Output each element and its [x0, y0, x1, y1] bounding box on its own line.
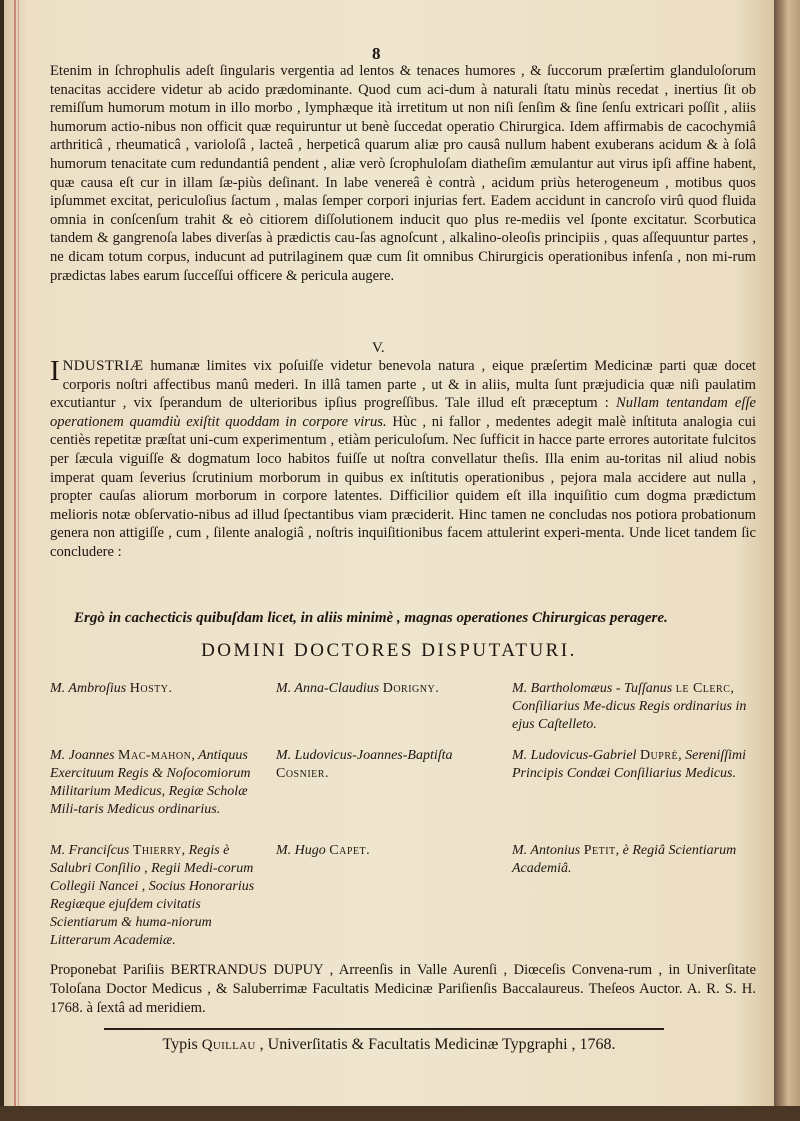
doctor-prefix: M. Ambroſius [50, 681, 130, 696]
doctor-title: , Sereniſſimi Principis Condæi Conſiliarius Medicus. [512, 748, 747, 781]
doctor-entry [276, 680, 501, 698]
doctor-prefix: M. Ludovicus-Gabriel [512, 748, 640, 763]
doctor-entry [50, 842, 265, 950]
drop-cap: I [50, 355, 60, 387]
doctor-entry [512, 680, 762, 734]
margin-rule [14, 0, 16, 1106]
doctor-title: , è Regiâ Scientiarum Academiâ. [512, 843, 737, 876]
doctor-name: Capet. [329, 843, 371, 858]
section-number: V. [372, 340, 385, 356]
doctor-title: , Conſiliarius Me-dicus Regis ordinarius in ejus Caſtelleto. [512, 681, 747, 732]
doctor-prefix: M. Bartholomæus - Tuſſanus [512, 681, 676, 696]
paragraph-2 [50, 357, 756, 562]
divider-rule [104, 1028, 664, 1030]
precept-quote: Nullam tentandam eſſe operationem quamdiù exiſtit quoddam in corpore virus. [50, 395, 756, 430]
doctor-entry [276, 747, 501, 783]
doctor-entry [50, 680, 265, 698]
doctor-entry [512, 747, 762, 783]
doctor-title: , Antiquus Exercituum Regis & Noſocomiorum Militarium Medicus, Regiæ Scholæ Mili-taris Medicus ordinarius. [50, 748, 251, 817]
paragraph-2-part-a: humanæ limites vix poſuiſſe videtur benevola natura , eique præſertim Medicinæ parti quæ docet corporis noſtri affectibus manû mederi. In illâ tamen parte , ut & in aliis, multa ſunt præjudicia quæ niſi paulatim excutiantur , vix ſperandum de ulterioribus ipſius progreſſibus. Tale illud eſt præceptum : [50, 358, 756, 412]
doctor-name: Dorigny. [382, 681, 440, 696]
page-number: 8 [372, 44, 381, 63]
doctor-entry [512, 842, 762, 878]
printer-suffix: , Univerſitatis & Facultatis Medicinæ Typgraphi , 1768. [255, 1036, 616, 1053]
doctor-name: le Clerc [675, 681, 731, 696]
proponent-statement: Proponebat Pariſiis BERTRANDUS DUPUY , Arreenſis in Valle Aurenſi , Diœceſis Convena-rum , in Univerſitate Toloſana Doctor Medicus , & Saluberrimæ Facultatis Medicinæ Pariſienſis Baccalaureus. Theſeos Auctor. A. R. S. H. 1768. à ſextâ ad meridiem. [50, 962, 756, 1016]
lead-word: NDUSTRIÆ [62, 358, 144, 374]
doctor-prefix: M. Antonius [512, 843, 584, 858]
doctor-prefix: M. Franciſcus [50, 843, 133, 858]
document-page [4, 0, 774, 1106]
book-bottom-edge [0, 1106, 800, 1121]
doctor-name: Hosty. [129, 681, 173, 696]
printer-line [4, 1036, 774, 1054]
doctor-entry [50, 747, 265, 819]
doctor-title: , Regis è Salubri Conſilio , Regii Medi-corum Collegii Nancei , Socius Honorarius Regiæque ejuſdem civitatis Scientiarum & huma-niorum Litterarum Academiæ. [50, 843, 255, 948]
doctor-name: Cosnier. [276, 766, 329, 781]
doctor-prefix: M. Hugo [276, 843, 330, 858]
paragraph-1: Etenim in ſchrophulis adeſt ſingularis vergentia ad lentos & tenaces humores , & ſuccorum præſertim glanduloſorum tenacitas accidere videtur ab acido prædominante. Quod cum aci-dum à naturali ſtatu minùs recedat , inertius ſit ob remiſſum humorum motum in illo morbo , lymphæque ità irretitum ut non niſi ſenſim & ſine ſenſu extricari poſſit , aliis humorum actio-nibus non officit quæ requiruntur ut benè ſuccedat operatio Chirurgica. Idem affirmabis de cacochymiâ arthriticâ , rheumaticâ , varioloſâ , lacteâ , herpeticâ quarum aliæ pro causâ nullum habent exuberans acidum & à ſolâ humorum tenacitate cum redundantiâ pendent , aliæ verò ſcrophuloſam diatheſim æmulantur aut virus ipſi affine habent, quæ causa eſt cur in illam ſæ-piùs deſinant. In labe venereâ è contrà , acidum priùs heterogeneum , motibus quos ipſummet excitat, periculoſius ſactum , malas ſemper corpori injurias fert. Eadem accidunt in cancroſo virû quod fluida omnia in conſcenſum trahit & eò citiorem diſſolutionem inducit quo plus re-mediis vel ſponte excitatur. Scorbutica tandem & gangrenoſa labes diverſas à prædictis cau-ſas agnoſcunt , alkalino-oleoſis principiis , quas aſſequuntur partes , ne dicam totum corpus, inducunt ad putrilaginem quæ cum ſit omnibus Chirurgicis operationibus infenſa , non mi-rum prædictas labes earum ſucceſſui officere & pericula augere. [50, 63, 756, 284]
printer-name: Quillau [201, 1037, 256, 1053]
doctor-prefix: M. Joannes [50, 748, 119, 763]
doctor-prefix: M. Anna-Claudius [276, 681, 383, 696]
paragraph-2-part-b: Hùc , ni fallor , medentes adegit malè inſtituta analogia cui centiès repetitæ præſtat uni-cum experimentum , etiàm periculoſum. Nec ſufficit in hacce parte errores autoritate fulcitos per ſæcula viguiſſe & dogmatum loco habitos fuiſſe ut noſtra convellatur theſis. Illa enim au-toritas nil aliud nobis imperat quam ſeverius ſcrutinium morborum in quibus ex inſtitutis operationibus , pejora mala accidere aut nulla , propter cauſas aliorum morborum in corpore latentes. Difficilior quidem eſt illa inquiſitio cum dogma prædictum melioris notæ obſervatio-nibus ad illud ſpectantibus viam præciderit. Hinc tamen ne concludas nos potiora probationum genera non attigiſſe , cum , ſilente analogiâ , noſtris inquiſitionibus facem attulerint experi-menta. Unde licet tandem ſic concludere : [50, 413, 756, 560]
book-edge [774, 0, 800, 1121]
doctor-entry [276, 842, 501, 860]
doctor-name: Dupré [639, 748, 679, 763]
doctor-name: Petit [583, 843, 616, 858]
doctor-name: Thierry [132, 843, 182, 858]
doctors-heading: DOMINI DOCTORES DISPUTATURI. [201, 640, 577, 661]
printer-prefix: Typis [162, 1036, 202, 1053]
margin-rule-inner [18, 0, 19, 1106]
thesis-conclusion: Ergò in cachecticis quibuſdam licet, in aliis minimè , magnas operationes Chirurgicas peragere. [74, 610, 668, 626]
doctor-prefix: M. Ludovicus-Joannes-Baptiſta [276, 748, 453, 763]
doctor-name: Mac-mahon [118, 748, 192, 763]
